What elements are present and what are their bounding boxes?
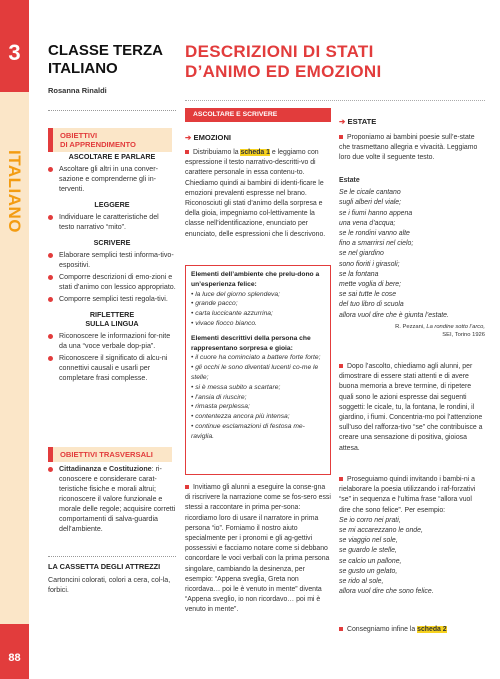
poem-line: fino a smarrirsi nel cielo; xyxy=(339,240,414,248)
poem-line: se mi accarezzano le onde, xyxy=(339,527,423,535)
poem-line: Se io corro nei prati, xyxy=(339,516,401,524)
poem-line: se i fiumi hanno appena xyxy=(339,209,413,217)
transversal-text: Cittadinanza e Costituzione: ri-conoscere e considerare carat-teristiche fisiche e morali altrui; riconoscere il valore funzionale e morale delle regole; acquisire corretti comportamenti di salva-guardia dell’ambiente. xyxy=(48,464,176,536)
box-list-item: • grande pacco; xyxy=(191,300,238,308)
poem-line: mette voglia di bere; xyxy=(339,281,402,289)
paragraph-1: Distribuiamo la scheda 1 e leggiamo con espressione il testo narrativo-descritti-vo di carattere personale in essa contenu-to. Chiediamo quindi ai bambini di identi-ficare le emozioni prevalenti espresse nel brano. Riconosciuti gli stati d’animo della sorpresa e della gioia, impegniamo col-lettivamente la classe nell’identificazione, enunciato per enunciato, delle espressioni che li descrivono. xyxy=(185,149,326,238)
emotions-box: Elementi dell’ambiente che prelu-dono a un’esperienza felice: • la luce del giorno splendeva; • grande pacco; • carta luccicante azzurrina; • vivace fiocco bianco. Elementi descrittivi della persona che rappresentano sorpresa e gioia: • il cuore ha cominciato a battere forte forte; • gli occhi le sono diventati lucenti co-me le stelle; • si è messa subito a scartare; • l’ansia di riuscire; • rimasta perplessa; • contentezza ancora più intensa; • continue esclamazioni di festosa me-raviglia. xyxy=(185,265,331,475)
poem-estate: Estate Se le cicale cantano sugli alberi del viale; se i fiumi hanno appena una vena d’acqua; se le rondini vanno alte fino a smarrirsi nel cielo; se nel giardino sono fioriti i girasoli; se la fontana mette voglia di bere; se sai tutte le cose del tuo libro di scuola allora vuol dire che è giunta l’estate. R. Pezzani, La rondine sotto l’arco, SEI, Torino 1926 xyxy=(339,177,485,338)
box-list-item: • contentezza ancora più intensa; xyxy=(191,413,290,421)
divider xyxy=(185,100,485,101)
emozioni-heading: ➔ EMOZIONI xyxy=(185,133,232,142)
objective-item: Comporre semplici testi regola-tivi. xyxy=(48,294,176,304)
objective-item: Individuare le caratteristiche del testo narrativo “mito”. xyxy=(48,212,176,232)
poem-line: sugli alberi del viale; xyxy=(339,199,402,207)
box-list-item: • la luce del giorno splendeva; xyxy=(191,290,280,298)
subject-vertical-label: ITALIANO xyxy=(5,150,24,234)
paragraph-4: Dopo l’ascolto, chiediamo agli alunni, per dimostrare di essere stati attenti e di avere buona memoria a breve termine, di ripetere quali sono le azioni espresse dai seguenti soggetti: le cicale, tu, la fontana, le rondini, il giardino, i fiumi. Concentria-mo poi l’attenzione sull’uso del rafforza-tivo “se” che contribuisce a creare una sensazione di positiva, gioiosa attesa. xyxy=(339,363,483,452)
citation: R. Pezzani, La rondine sotto l’arco, SEI, Torino 1926 xyxy=(395,323,485,338)
box-list-item: • si è messa subito a scartare; xyxy=(191,383,281,391)
objective-item: Ascoltare gli altri in una conver-sazione e comprenderne gli in-terventi. xyxy=(48,164,176,194)
box-list-item: • vivace fiocco bianco. xyxy=(191,319,257,327)
poem-line: allora vuol dire che è giunta l’estate. xyxy=(339,311,449,319)
paragraph-6: Consegniamo infine la scheda 2 xyxy=(339,625,485,635)
divider xyxy=(48,110,176,111)
box-list-item: • rimasta perplessa; xyxy=(191,403,250,411)
objective-item: Elaborare semplici testi informa-tivo-espositivi. xyxy=(48,250,176,270)
poem-line: Se le cicale cantano xyxy=(339,189,401,197)
box-list-item: • il cuore ha cominciato a battere forte forte; xyxy=(191,354,321,362)
poem-line: se la fontana xyxy=(339,270,379,278)
box-list-item: • continue esclamazioni di festosa me-raviglia. xyxy=(191,422,305,440)
paragraph-3: Proponiamo ai bambini poesie sull’e-state che trasmettano allegria e vivacità. Leggiamo loro due volte il seguente testo. xyxy=(339,134,478,162)
objective-item: Riconoscere il significato di alcu-ni connettivi causali e usarli per completare frasi complesse. xyxy=(48,353,176,383)
poem-line: se le rondini vanno alte xyxy=(339,230,410,238)
objective-group-title: RIFLETTERE SULLA LINGUA xyxy=(85,310,139,328)
author: Rosanna Rinaldi xyxy=(48,86,107,95)
poem-line: allora vuol dire che sono felice. xyxy=(339,588,434,596)
poem-line: se rido al sole, xyxy=(339,578,384,586)
objectives-list xyxy=(48,152,176,385)
transversal-heading: OBIETTIVI TRASVERSALI xyxy=(48,447,172,462)
page-title: DESCRIZIONI DI STATI D’ANIMO ED EMOZIONI xyxy=(185,42,382,81)
page-number: 88 xyxy=(8,652,21,664)
objective-item: Riconoscere le informazioni for-nite da una “voce verbale dop-pia”. xyxy=(48,331,176,351)
box-list-item: • l’ansia di riuscire; xyxy=(191,393,247,401)
paragraph-2: Invitiamo gli alunni a eseguire la conse-gna di riscrivere la narrazione come se fos-sero essi stessi a raccontare in prima per-sona: ricordiamo loro di usare il narratore in prima persona “io”. Forniamo il nostro aiuto specialmente per i pronomi e gli ag-gettivi possessivi e facciamo notare come si debbano concordare le voci verbali con la prima persona singolare, cambiando la desinenza, per esempio: “Appena sveglia, Greta non ricordava… poi le è venuto in mente” diventa “Appena sveglio, io non ricordavo… poi mi è venuto in mente”. xyxy=(185,484,331,614)
estate-heading: ➔ ESTATE xyxy=(339,117,377,126)
poem-line: se sai tutte le cose xyxy=(339,291,397,299)
objective-group-title: SCRIVERE xyxy=(93,238,131,247)
poem-line: se calcio un pallone, xyxy=(339,557,402,565)
objective-item: Comporre descrizioni di emo-zioni e stati d’animo con lessico appropriato. xyxy=(48,272,176,292)
objective-group-title: LEGGERE xyxy=(94,200,130,209)
poem-line: una vena d’acqua; xyxy=(339,219,396,227)
chapter-number: 3 xyxy=(8,40,21,65)
box-list-item: • gli occhi le sono diventati lucenti co-me le stelle; xyxy=(191,364,319,381)
poem-line: del tuo libro di scuola xyxy=(339,301,404,309)
objectives-heading: OBIETTIVI DI APPRENDIMENTO xyxy=(48,128,172,152)
tools-section: LA CASSETTA DEGLI ATTREZZI Cartoncini colorati, colori a cera, col-la, forbici. xyxy=(48,562,171,594)
class-title: CLASSE TERZA ITALIANO xyxy=(48,42,164,77)
box-list-item: • carta luccicante azzurrina; xyxy=(191,310,273,318)
poem-line: se gusto un gelato, xyxy=(339,567,398,575)
objective-group-title: ASCOLTARE E PARLARE xyxy=(68,152,156,161)
divider xyxy=(48,556,176,557)
poem-line: se viaggio nel sole, xyxy=(339,537,398,545)
poem-line: se nel giardino xyxy=(339,250,384,258)
paragraph-5: Proseguiamo quindi invitando i bambi-ni a rielaborare la poesia utilizzando i raf-forzativi “se” in sequenza e l’ultima frase “allora vuol dire che sono felice”. Per esempio: Se io corro nei prati, se mi accarezzano le onde, se viaggio nel sole, se guardo le stelle, se calcio un pallone, se gusto un gelato, se rido al sole, allora vuol dire che sono felice. xyxy=(339,475,485,597)
section-bar: ASCOLTARE E SCRIVERE xyxy=(185,108,331,122)
poem-line: se guardo le stelle, xyxy=(339,547,397,555)
poem-line: sono fioriti i girasoli; xyxy=(339,260,400,268)
